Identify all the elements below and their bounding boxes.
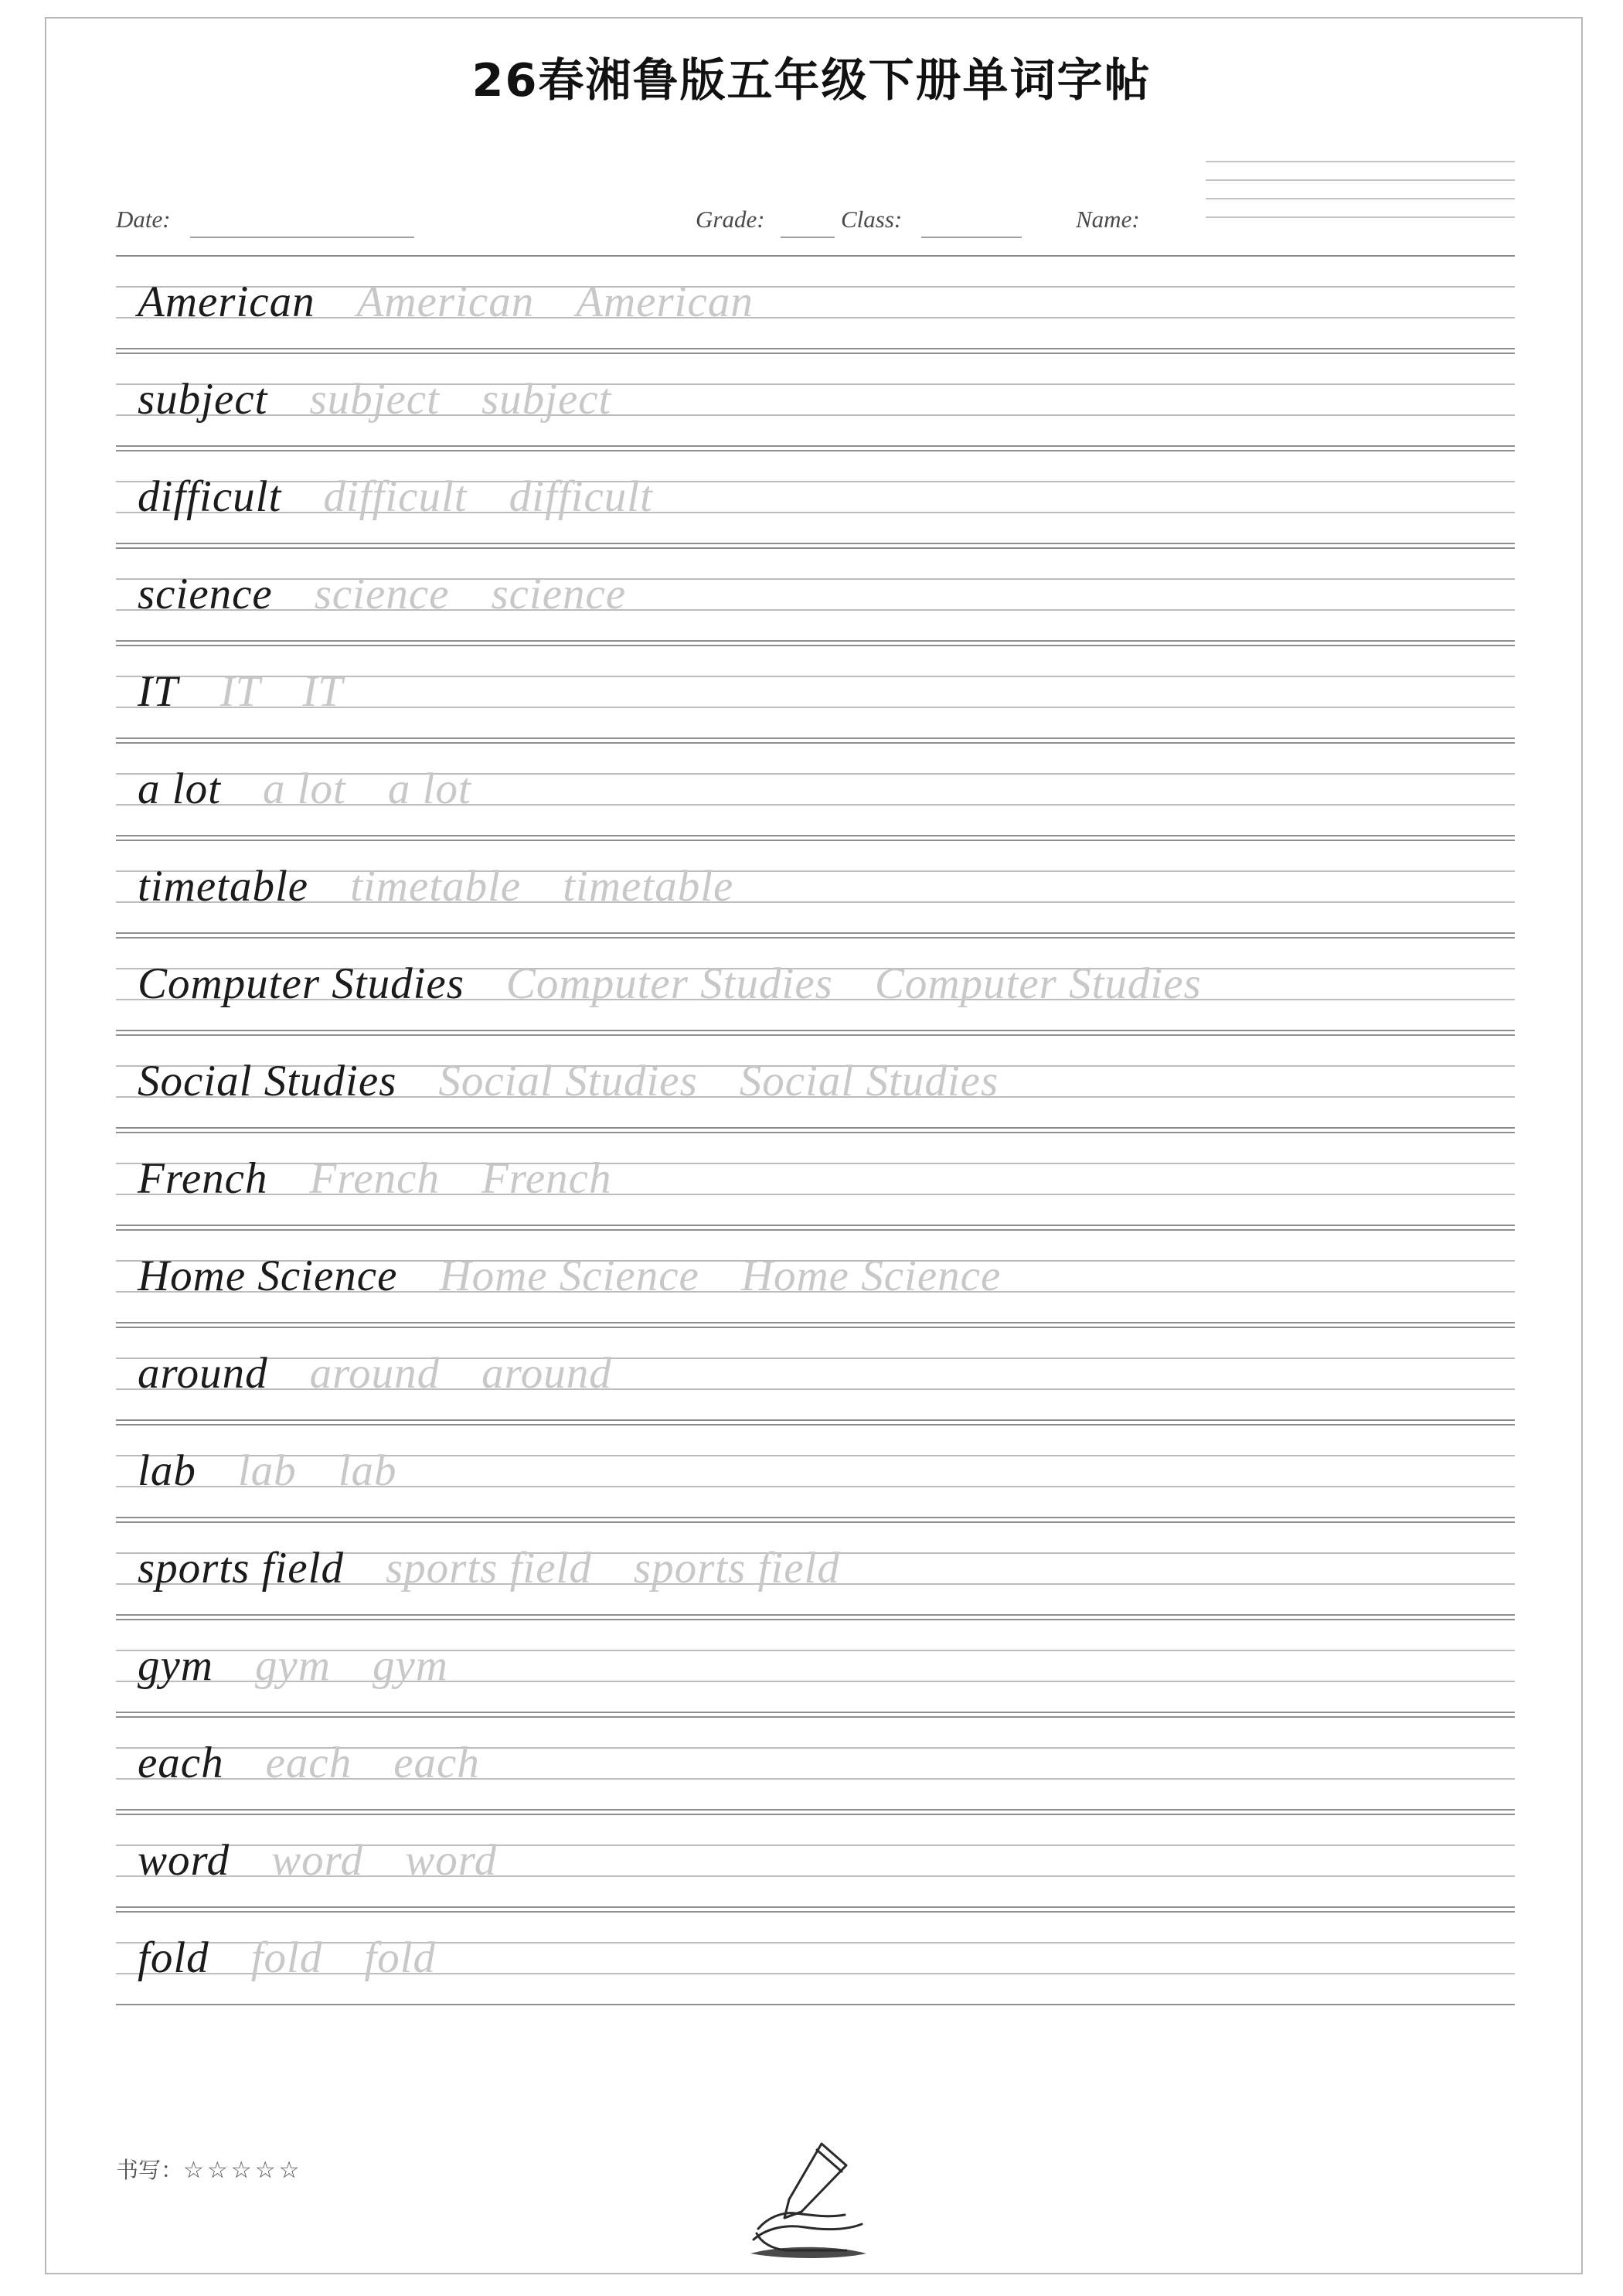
- practice-row: [116, 1327, 1515, 1424]
- word-trace[interactable]: science: [491, 569, 627, 618]
- word-trace[interactable]: French: [309, 1153, 440, 1203]
- word-trace[interactable]: Social Studies: [739, 1056, 999, 1105]
- word-trace[interactable]: Home Science: [740, 1251, 1002, 1300]
- practice-row: [116, 840, 1515, 937]
- word-trace[interactable]: Computer Studies: [874, 959, 1202, 1008]
- word-trace[interactable]: a lot: [262, 764, 346, 813]
- hand-writing-pen-icon: [730, 2138, 900, 2261]
- grade-label: Grade:: [696, 206, 765, 233]
- row-words: [138, 1138, 611, 1229]
- row-words: [138, 1722, 480, 1814]
- word-model: Home Science: [138, 1251, 398, 1300]
- guide-line: [116, 1229, 1515, 1231]
- word-trace[interactable]: French: [481, 1153, 612, 1203]
- word-trace[interactable]: each: [393, 1738, 480, 1787]
- guide-line: [116, 1034, 1515, 1036]
- row-words: [138, 1917, 436, 2008]
- practice-row: [116, 450, 1515, 547]
- guide-line: [116, 1814, 1515, 1815]
- word-model: IT: [138, 666, 179, 716]
- guide-line: [116, 1424, 1515, 1426]
- guide-line: [116, 450, 1515, 451]
- row-words: [138, 1041, 999, 1132]
- guide-line: [116, 1521, 1515, 1523]
- practice-row: [116, 353, 1515, 450]
- practice-row: [116, 1814, 1515, 1911]
- practice-row: [116, 742, 1515, 840]
- practice-row: [116, 255, 1515, 353]
- row-words: [138, 943, 1202, 1034]
- word-model: word: [138, 1835, 230, 1885]
- word-trace[interactable]: science: [314, 569, 450, 618]
- row-words: [138, 456, 653, 547]
- word-trace[interactable]: American: [356, 277, 535, 326]
- word-trace[interactable]: IT: [219, 666, 261, 716]
- name-label: Name:: [1076, 206, 1140, 233]
- guide-line: [116, 645, 1515, 646]
- guide-line: [116, 742, 1515, 744]
- row-words: [138, 261, 754, 353]
- word-trace[interactable]: difficult: [509, 472, 653, 521]
- word-model: a lot: [138, 764, 221, 813]
- practice-row: [116, 645, 1515, 742]
- word-model: sports field: [138, 1543, 344, 1593]
- guide-line: [116, 1619, 1515, 1620]
- class-label: Class:: [841, 206, 903, 233]
- word-trace[interactable]: lab: [237, 1446, 297, 1495]
- practice-row: [116, 1229, 1515, 1327]
- word-trace[interactable]: IT: [302, 666, 344, 716]
- row-words: [138, 651, 343, 742]
- word-trace[interactable]: word: [405, 1835, 498, 1885]
- word-model: fold: [138, 1933, 209, 1982]
- word-model: subject: [138, 374, 268, 424]
- guide-line: [116, 1716, 1515, 1718]
- practice-sheet: [116, 255, 1515, 2008]
- class-input-line[interactable]: [921, 237, 1022, 238]
- word-model: gym: [138, 1640, 213, 1690]
- practice-row: [116, 1619, 1515, 1716]
- guide-line: [116, 255, 1515, 257]
- word-model: lab: [138, 1446, 196, 1495]
- guide-line: [116, 840, 1515, 841]
- word-trace[interactable]: subject: [481, 374, 612, 424]
- word-model: Computer Studies: [138, 959, 464, 1008]
- practice-row: [116, 1716, 1515, 1814]
- guide-line: [116, 1327, 1515, 1328]
- row-words: [138, 1430, 397, 1521]
- word-model: science: [138, 569, 273, 618]
- word-trace[interactable]: sports field: [633, 1543, 840, 1593]
- word-model: around: [138, 1348, 268, 1398]
- row-words: [138, 846, 733, 937]
- word-trace[interactable]: around: [309, 1348, 441, 1398]
- row-words: [138, 1333, 612, 1424]
- word-trace[interactable]: sports field: [385, 1543, 592, 1593]
- row-words: [138, 748, 471, 840]
- word-trace[interactable]: American: [576, 277, 754, 326]
- word-trace[interactable]: Computer Studies: [505, 959, 833, 1008]
- page-title: 26春湘鲁版五年级下册单词字帖: [471, 53, 1152, 107]
- word-trace[interactable]: subject: [309, 374, 440, 424]
- word-trace[interactable]: word: [271, 1835, 364, 1885]
- word-trace[interactable]: difficult: [323, 472, 468, 521]
- word-model: American: [138, 277, 315, 326]
- name-input-lines[interactable]: [1206, 161, 1515, 216]
- practice-row: [116, 937, 1515, 1034]
- footer: [116, 2153, 1515, 2246]
- guide-line: [116, 937, 1515, 938]
- guide-line: [116, 547, 1515, 549]
- word-model: Social Studies: [138, 1056, 397, 1105]
- row-words: [138, 1528, 840, 1619]
- word-trace[interactable]: timetable: [350, 861, 522, 911]
- word-model: French: [138, 1153, 268, 1203]
- practice-row: [116, 1424, 1515, 1521]
- practice-row: [116, 1034, 1515, 1132]
- practice-row: [116, 1521, 1515, 1619]
- guide-line: [116, 1132, 1515, 1133]
- row-words: [138, 554, 626, 645]
- word-trace[interactable]: timetable: [563, 861, 734, 911]
- date-label: Date:: [116, 206, 171, 233]
- word-model: timetable: [138, 861, 309, 911]
- row-words: [138, 359, 611, 450]
- word-trace[interactable]: Social Studies: [438, 1056, 698, 1105]
- rating-stars[interactable]: ☆☆☆☆☆: [183, 2157, 303, 2184]
- row-words: [138, 1625, 448, 1716]
- word-trace[interactable]: gym: [254, 1640, 331, 1690]
- row-words: [138, 1820, 497, 1911]
- guide-line: [116, 353, 1515, 354]
- word-trace[interactable]: Home Science: [439, 1251, 699, 1300]
- practice-row: [116, 1132, 1515, 1229]
- practice-row: [116, 1911, 1515, 2008]
- rating-label: 书写：: [116, 2157, 184, 2183]
- header-meta-row: [116, 189, 1515, 250]
- word-trace[interactable]: gym: [372, 1640, 448, 1690]
- handwriting-rating: [116, 2153, 303, 2185]
- grade-input-line[interactable]: [781, 237, 835, 238]
- word-trace[interactable]: lab: [338, 1446, 397, 1495]
- word-trace[interactable]: fold: [250, 1933, 323, 1982]
- word-trace[interactable]: fold: [364, 1933, 437, 1982]
- word-trace[interactable]: a lot: [387, 764, 471, 813]
- word-trace[interactable]: each: [265, 1738, 352, 1787]
- guide-line: [116, 1911, 1515, 1913]
- date-input-line[interactable]: [190, 237, 414, 238]
- practice-row: [116, 547, 1515, 645]
- word-model: each: [138, 1738, 224, 1787]
- word-trace[interactable]: around: [481, 1348, 612, 1398]
- word-model: difficult: [138, 472, 282, 521]
- row-words: [138, 1235, 1001, 1327]
